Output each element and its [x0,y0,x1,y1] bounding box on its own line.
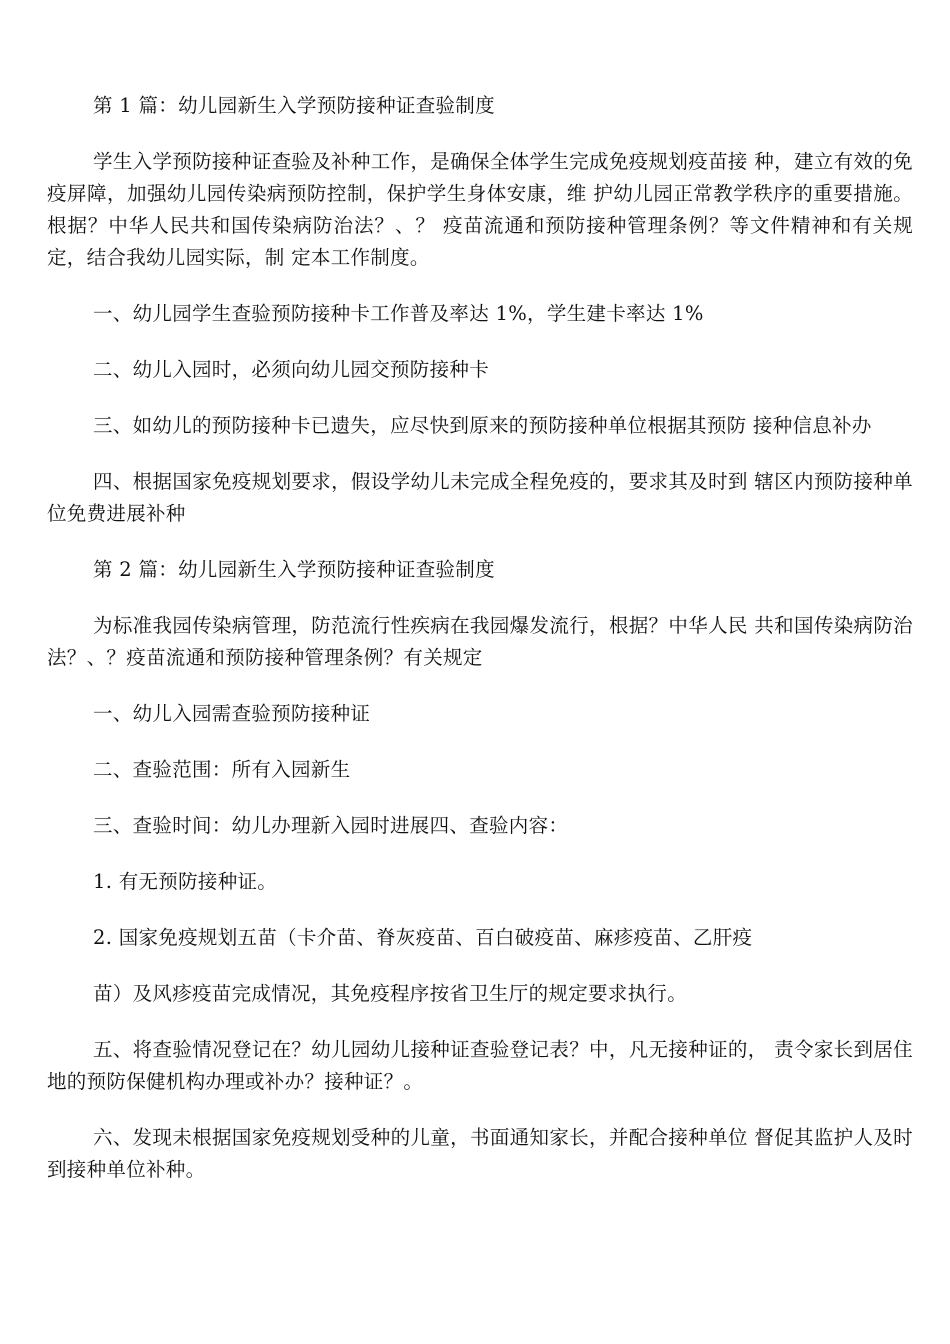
check-item-1: 1. 有无预防接种证。 [93,870,278,893]
rule-item-1-2: 二、幼儿入园时，必须向幼儿园交预防接种卡 [93,358,490,381]
rule-item-2-6: 六、发现未根据国家免疫规划受种的儿童，书面通知家长，并配合接种单位 督促其监护人及时到接种单位补种。 [47,1126,913,1181]
rule-item-2-1: 一、幼儿入园需查验预防接种证 [93,702,371,725]
rule-item-1-3: 三、如幼儿的预防接种卡已遗失，应尽快到原来的预防接种单位根据其预防 接种信息补办 [93,414,872,437]
intro-paragraph-1: 学生入学预防接种证查验及补种工作，是确保全体学生完成免疫规划疫苗接 种，建立有效的免疫屏障，加强幼儿园传染病预防控制，保护学生身体安康，维 护幼儿园正常教学秩序的重要措施。根据？中华人民共和国传染病防治法？、？ 疫苗流通和预防接种管理条例？等文件精神和有关规定，结合我幼儿园实际，制 定本工作制度。 [47,150,913,269]
check-item-2: 2. 国家免疫规划五苗（卡介苗、脊灰疫苗、百白破疫苗、麻疹疫苗、乙肝疫 [93,926,753,949]
rule-item-2-3: 三、查验时间：幼儿办理新入园时进展四、查验内容： [93,814,569,837]
document-page [47,90,913,1186]
section-heading-1: 第 1 篇：幼儿园新生入学预防接种证查验制度 [93,94,495,117]
rule-item-1-4: 四、根据国家免疫规划要求，假设学幼儿未完成全程免疫的，要求其及时到 辖区内预防接种单位免费进展补种 [47,470,913,525]
rule-item-1-1: 一、幼儿园学生查验预防接种卡工作普及率达 1%，学生建卡率达 1% [93,302,704,325]
section-heading-2: 第 2 篇：幼儿园新生入学预防接种证查验制度 [93,558,495,581]
check-item-2-cont: 苗）及风疹疫苗完成情况，其免疫程序按省卫生厅的规定要求执行。 [93,982,688,1005]
rule-item-2-2: 二、查验范围：所有入园新生 [93,758,351,781]
rule-item-2-5: 五、将查验情况登记在？幼儿园幼儿接种证查验登记表？中，凡无接种证的， 责令家长到居住地的预防保健机构办理或补办？接种证？。 [47,1038,913,1093]
intro-paragraph-2: 为标准我园传染病管理，防范流行性疾病在我园爆发流行，根据？中华人民 共和国传染病防治法？、？疫苗流通和预防接种管理条例？有关规定 [47,614,913,669]
